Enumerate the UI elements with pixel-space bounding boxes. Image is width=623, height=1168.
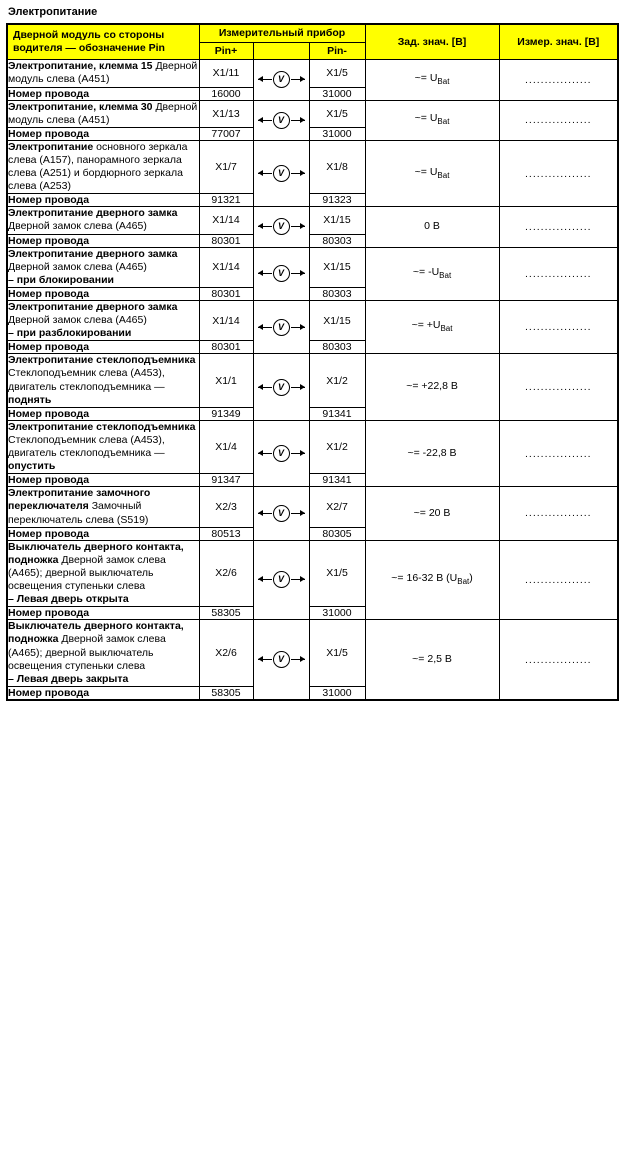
measured-value-field[interactable]: ................. [499, 354, 618, 421]
header-pin-plus: Pin+ [199, 42, 253, 60]
pin-minus-value: X1/5 [309, 620, 365, 687]
arrow-left-icon [258, 116, 272, 125]
table-header [7, 24, 618, 60]
pin-minus-value: X1/5 [309, 100, 365, 127]
header-pin-minus: Pin- [309, 42, 365, 60]
arrow-left-icon [258, 222, 272, 231]
arrow-left-icon [258, 75, 272, 84]
wire-number-label: Номер провода [7, 527, 199, 540]
measured-value-field[interactable]: ................. [499, 300, 618, 353]
measurement-description: Электропитание стеклоподъемника Стеклоподъемник слева (А453), двигатель стеклоподъемника — опустить [7, 420, 199, 474]
target-value: ~= 20 В [365, 487, 499, 540]
pin-minus-value: X1/5 [309, 540, 365, 607]
arrow-left-icon [258, 269, 272, 278]
wire-number-plus: 80513 [199, 527, 253, 540]
arrow-right-icon [291, 323, 305, 332]
measurement-description: Электропитание основного зеркала слева (А157), панорамного зеркала слева (А251) и бордюрного зеркала слева (А253) [7, 140, 199, 194]
voltmeter-icon: V [273, 112, 290, 129]
wire-number-minus: 91341 [309, 407, 365, 420]
pin-plus-value: X2/6 [199, 540, 253, 607]
measurement-description: Электропитание дверного замка Дверной замок слева (А465) – при блокировании [7, 247, 199, 287]
measuring-meter [254, 71, 309, 88]
measuring-meter [254, 379, 309, 396]
measurement-description: Электропитание, клемма 15 Дверной модуль слева (А451) [8, 60, 198, 86]
measured-value-field[interactable]: ................. [499, 140, 618, 207]
meter-cell [253, 247, 309, 300]
wire-number-minus: 80303 [309, 234, 365, 247]
wire-number-label: Номер провода [7, 287, 199, 300]
wire-number-label: Номер провода [7, 194, 199, 207]
pin-plus-value: X1/14 [199, 207, 253, 234]
measurement-description: Электропитание замочного переключателя Замочный переключатель слева (S519) [7, 487, 199, 527]
meter-cell [253, 420, 309, 487]
measuring-meter [254, 165, 309, 182]
pin-minus-value: X1/8 [309, 140, 365, 194]
wire-number-label: Номер провода [7, 234, 199, 247]
pin-minus-value: X1/15 [309, 300, 365, 340]
measured-value-field[interactable]: ................. [499, 620, 618, 700]
wire-number-label: Номер провода [7, 407, 199, 420]
meter-cell [253, 487, 309, 540]
table-row [7, 300, 618, 340]
pin-minus-value: X1/15 [309, 247, 365, 287]
measured-value-field[interactable]: ................. [499, 207, 618, 247]
target-value: ~= $U_{Bat}$ [365, 140, 499, 207]
measuring-meter [254, 218, 309, 235]
arrow-right-icon [291, 116, 305, 125]
table-row [7, 247, 618, 287]
pin-plus-value: X2/3 [199, 487, 253, 527]
measurement-description: Электропитание дверного замка Дверной замок слева (А465) – при разблокировании [7, 300, 199, 340]
wire-number-minus: 91323 [309, 194, 365, 207]
wire-number-minus: 91341 [309, 474, 365, 487]
table-row [7, 100, 618, 127]
target-value: 0 В [365, 207, 499, 247]
arrow-left-icon [258, 169, 272, 178]
measuring-meter [254, 505, 309, 522]
voltmeter-icon: V [273, 218, 290, 235]
wire-number-label: Номер провода [7, 127, 199, 140]
voltmeter-icon: V [273, 651, 290, 668]
wire-number-minus: 31000 [309, 87, 365, 100]
wire-number-label: Номер провода [7, 474, 199, 487]
pin-plus-value: X1/1 [199, 354, 253, 408]
wire-number-plus: 58305 [199, 607, 253, 620]
wire-number-plus: 77007 [199, 127, 253, 140]
header-meter-symbol [253, 42, 309, 60]
arrow-left-icon [258, 655, 272, 664]
header-pin-designation: Дверной модуль со стороны водителя — обозначение Pin [7, 24, 199, 60]
arrow-right-icon [291, 169, 305, 178]
header-target-value: Зад. знач. [В] [365, 24, 499, 60]
pin-plus-value: X1/11 [199, 60, 253, 87]
measuring-meter [254, 445, 309, 462]
wire-number-minus: 31000 [309, 127, 365, 140]
meter-cell [253, 60, 309, 100]
measured-value-field[interactable]: ................. [499, 60, 618, 100]
arrow-left-icon [258, 509, 272, 518]
pin-plus-value: X1/4 [199, 420, 253, 474]
measurement-description: Электропитание, клемма 30 Дверной модуль слева (А451) [8, 100, 198, 126]
wire-number-label: Номер провода [7, 341, 199, 354]
wire-number-minus: 80303 [309, 287, 365, 300]
wire-number-plus: 80301 [199, 234, 253, 247]
measuring-meter [254, 319, 309, 336]
pin-minus-value: X1/5 [309, 60, 365, 87]
measured-value-field[interactable]: ................. [499, 487, 618, 540]
measurement-description: Электропитание стеклоподъемника Стеклоподъемник слева (А453), двигатель стеклоподъемника — поднять [7, 354, 199, 408]
target-value: ~= +22,8 В [365, 354, 499, 421]
voltmeter-icon: V [273, 319, 290, 336]
pin-minus-value: X2/7 [309, 487, 365, 527]
wire-number-plus: 80301 [199, 341, 253, 354]
pin-plus-value: X1/14 [199, 300, 253, 340]
target-value: ~= 16-32 В $(U_{Bat})$ [365, 540, 499, 620]
wire-number-plus: 91347 [199, 474, 253, 487]
measurement-description: Выключатель дверного контакта, подножка Дверной замок слева (А465); дверной выключатель освещения ступеньки слева – Левая дверь открыта [7, 540, 199, 607]
pin-plus-value: X1/7 [199, 140, 253, 194]
measured-value-field[interactable]: ................. [499, 247, 618, 300]
target-value: ~= 2,5 В [365, 620, 499, 700]
target-value: ~= $U_{Bat}$ [365, 60, 499, 100]
table-row [7, 60, 618, 87]
wire-number-minus: 31000 [309, 686, 365, 700]
wire-number-plus: 91321 [199, 194, 253, 207]
measuring-meter [254, 112, 309, 129]
header-measuring-instrument: Измерительный прибор [199, 24, 365, 42]
measured-value-field[interactable]: ................. [499, 100, 618, 140]
meter-cell [253, 354, 309, 421]
wire-number-plus: 16000 [199, 87, 253, 100]
arrow-right-icon [291, 655, 305, 664]
target-value: ~= $-U_{Bat}$ [365, 247, 499, 300]
meter-cell [253, 620, 309, 700]
meter-cell [253, 207, 309, 247]
voltmeter-icon: V [273, 505, 290, 522]
wire-number-minus: 80303 [309, 341, 365, 354]
table-body [7, 60, 618, 700]
arrow-left-icon [258, 383, 272, 392]
arrow-right-icon [291, 75, 305, 84]
arrow-right-icon [291, 509, 305, 518]
arrow-left-icon [258, 449, 272, 458]
arrow-left-icon [258, 575, 272, 584]
page-title: Электропитание [8, 6, 98, 18]
meter-cell [253, 300, 309, 353]
pin-minus-value: X1/15 [309, 207, 365, 234]
pin-plus-value: X1/13 [199, 100, 253, 127]
table-row [7, 540, 618, 607]
pin-minus-value: X1/2 [309, 420, 365, 474]
meter-cell [253, 100, 309, 140]
voltmeter-icon: V [273, 265, 290, 282]
measurement-description: Выключатель дверного контакта, подножка Дверной замок слева (А465); дверной выключатель освещения ступеньки слева – Левая дверь закрыта [7, 620, 199, 687]
measuring-meter [254, 571, 309, 588]
wire-number-plus: 58305 [199, 686, 253, 700]
voltmeter-icon: V [273, 71, 290, 88]
measuring-meter [254, 265, 309, 282]
table-row [7, 207, 618, 234]
wire-number-minus: 80305 [309, 527, 365, 540]
measurement-description: Электропитание дверного замка Дверной замок слева (А465) [7, 207, 199, 234]
pin-plus-value: X1/14 [199, 247, 253, 287]
meter-cell [253, 540, 309, 620]
measuring-meter [254, 651, 309, 668]
target-value: ~= $+U_{Bat}$ [365, 300, 499, 353]
wire-number-plus: 80301 [199, 287, 253, 300]
voltmeter-icon: V [273, 445, 290, 462]
table-row [7, 354, 618, 408]
table-row [7, 140, 618, 194]
wire-number-label: Номер провода [7, 87, 199, 100]
arrow-right-icon [291, 269, 305, 278]
table-row [7, 620, 618, 687]
measured-value-field[interactable]: ................. [499, 420, 618, 487]
meter-cell [253, 140, 309, 207]
wire-number-minus: 31000 [309, 607, 365, 620]
arrow-right-icon [291, 222, 305, 231]
pin-minus-value: X1/2 [309, 354, 365, 408]
power-supply-table [6, 23, 619, 701]
header-measured-value: Измер. знач. [В] [499, 24, 618, 60]
target-value: ~= $U_{Bat}$ [365, 100, 499, 140]
voltmeter-icon: V [273, 379, 290, 396]
table-row [7, 420, 618, 474]
measured-value-field[interactable]: ................. [499, 540, 618, 620]
voltmeter-icon: V [273, 165, 290, 182]
arrow-right-icon [291, 383, 305, 392]
target-value: ~= -22,8 В [365, 420, 499, 487]
voltmeter-icon: V [273, 571, 290, 588]
wire-number-plus: 91349 [199, 407, 253, 420]
arrow-left-icon [258, 323, 272, 332]
arrow-right-icon [291, 449, 305, 458]
arrow-right-icon [291, 575, 305, 584]
table-row [7, 487, 618, 527]
wire-number-label: Номер провода [7, 607, 199, 620]
wire-number-label: Номер провода [7, 686, 199, 700]
pin-plus-value: X2/6 [199, 620, 253, 687]
